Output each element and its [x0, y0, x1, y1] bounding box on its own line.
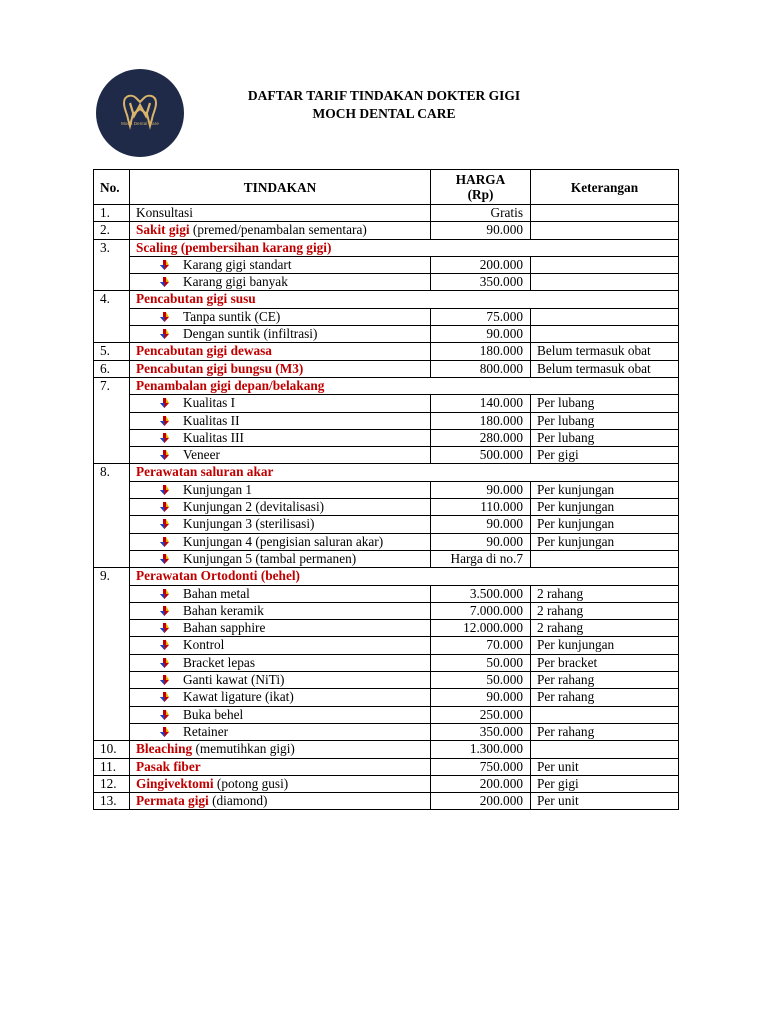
note-cell: Per lubang — [531, 429, 679, 446]
price-cell: 750.000 — [431, 758, 531, 775]
note-cell: Per kunjungan — [531, 637, 679, 654]
price-cell: 90.000 — [431, 516, 531, 533]
row-number: 9. — [94, 568, 130, 741]
note-cell: Per kunjungan — [531, 516, 679, 533]
note-cell: Per unit — [531, 758, 679, 775]
note-cell: Per rahang — [531, 672, 679, 689]
price-cell: 280.000 — [431, 429, 531, 446]
arrow-bullet-icon — [159, 692, 170, 702]
row-number: 7. — [94, 377, 130, 463]
sub-treatment-label: Karang gigi banyak — [130, 274, 431, 291]
arrow-bullet-icon — [159, 398, 170, 408]
arrow-bullet-icon — [159, 329, 170, 339]
category-label: Penambalan gigi depan/belakang — [130, 377, 679, 394]
price-cell: 3.500.000 — [431, 585, 531, 602]
price-cell: 50.000 — [431, 672, 531, 689]
price-cell: 200.000 — [431, 793, 531, 810]
table-subrow — [94, 516, 679, 533]
arrow-bullet-icon — [159, 502, 170, 512]
price-cell: 7.000.000 — [431, 602, 531, 619]
price-table — [93, 169, 679, 810]
price-cell: 200.000 — [431, 775, 531, 792]
note-cell: 2 rahang — [531, 620, 679, 637]
sub-treatment-label: Kunjungan 4 (pengisian saluran akar) — [130, 533, 431, 550]
sub-treatment-label: Dengan suntik (infiltrasi) — [130, 326, 431, 343]
arrow-bullet-icon — [159, 312, 170, 322]
treatment-label: Konsultasi — [130, 205, 431, 222]
table-row — [94, 464, 679, 481]
category-label: Scaling (pembersihan karang gigi) — [130, 239, 679, 256]
table-subrow — [94, 706, 679, 723]
arrow-bullet-icon — [159, 589, 170, 599]
table-subrow — [94, 620, 679, 637]
table-subrow — [94, 672, 679, 689]
note-cell: Belum termasuk obat — [531, 343, 679, 360]
price-cell: 90.000 — [431, 533, 531, 550]
table-row — [94, 343, 679, 360]
sub-treatment-label: Bahan metal — [130, 585, 431, 602]
table-body — [94, 205, 679, 810]
arrow-bullet-icon — [159, 260, 170, 270]
table-row — [94, 222, 679, 239]
table-subrow — [94, 585, 679, 602]
note-cell: Per unit — [531, 793, 679, 810]
row-number: 8. — [94, 464, 130, 568]
logo-text: Moch Dental Care — [121, 121, 159, 126]
treatment-label: Gingivektomi (potong gusi) — [130, 775, 431, 792]
row-number: 5. — [94, 343, 130, 360]
row-number: 6. — [94, 360, 130, 377]
table-row — [94, 360, 679, 377]
table-row — [94, 568, 679, 585]
document-title: DAFTAR TARIF TINDAKAN DOKTER GIGI — [247, 88, 521, 103]
treatment-label: Pasak fiber — [130, 758, 431, 775]
note-cell: Per lubang — [531, 412, 679, 429]
sub-treatment-label: Bracket lepas — [130, 654, 431, 671]
treatment-label: Sakit gigi (premed/penambalan sementara) — [130, 222, 431, 239]
arrow-bullet-icon — [159, 623, 170, 633]
sub-treatment-label: Kualitas II — [130, 412, 431, 429]
arrow-bullet-icon — [159, 485, 170, 495]
arrow-bullet-icon — [159, 606, 170, 616]
price-cell: 50.000 — [431, 654, 531, 671]
note-cell — [531, 326, 679, 343]
sub-treatment-label: Kualitas III — [130, 429, 431, 446]
row-number: 4. — [94, 291, 130, 343]
row-number: 12. — [94, 775, 130, 792]
table-subrow — [94, 256, 679, 273]
price-cell: 200.000 — [431, 256, 531, 273]
price-cell: 90.000 — [431, 689, 531, 706]
note-cell: Belum termasuk obat — [531, 360, 679, 377]
header-tindakan: TINDAKAN — [130, 170, 431, 205]
document-subtitle: MOCH DENTAL CARE — [312, 106, 456, 121]
price-cell: 350.000 — [431, 274, 531, 291]
arrow-bullet-icon — [159, 450, 170, 460]
table-subrow — [94, 308, 679, 325]
table-row — [94, 793, 679, 810]
price-cell: 500.000 — [431, 447, 531, 464]
table-row — [94, 377, 679, 394]
treatment-label: Bleaching (memutihkan gigi) — [130, 741, 431, 758]
arrow-bullet-icon — [159, 554, 170, 564]
header-harga: HARGA (Rp) — [431, 170, 531, 205]
note-cell — [531, 222, 679, 239]
price-cell: 1.300.000 — [431, 741, 531, 758]
sub-treatment-label: Karang gigi standart — [130, 256, 431, 273]
row-number: 2. — [94, 222, 130, 239]
treatment-label: Pencabutan gigi dewasa — [130, 343, 431, 360]
note-cell — [531, 550, 679, 567]
price-cell: 70.000 — [431, 637, 531, 654]
category-label: Perawatan saluran akar — [130, 464, 679, 481]
arrow-bullet-icon — [159, 658, 170, 668]
sub-treatment-label: Veneer — [130, 447, 431, 464]
sub-treatment-label: Kunjungan 1 — [130, 481, 431, 498]
note-cell: 2 rahang — [531, 585, 679, 602]
note-cell: Per kunjungan — [531, 499, 679, 516]
sub-treatment-label: Retainer — [130, 723, 431, 740]
note-cell — [531, 741, 679, 758]
row-number: 1. — [94, 205, 130, 222]
price-cell: Harga di no.7 — [431, 550, 531, 567]
price-cell: 250.000 — [431, 706, 531, 723]
table-row — [94, 758, 679, 775]
note-cell: Per rahang — [531, 689, 679, 706]
table-row — [94, 205, 679, 222]
sub-treatment-label: Bahan sapphire — [130, 620, 431, 637]
arrow-bullet-icon — [159, 640, 170, 650]
table-subrow — [94, 689, 679, 706]
price-cell: 90.000 — [431, 326, 531, 343]
note-cell: Per gigi — [531, 775, 679, 792]
arrow-bullet-icon — [159, 519, 170, 529]
table-row — [94, 239, 679, 256]
arrow-bullet-icon — [159, 433, 170, 443]
treatment-label: Permata gigi (diamond) — [130, 793, 431, 810]
table-subrow — [94, 637, 679, 654]
sub-treatment-label: Buka behel — [130, 706, 431, 723]
note-cell: 2 rahang — [531, 602, 679, 619]
arrow-bullet-icon — [159, 710, 170, 720]
table-subrow — [94, 602, 679, 619]
price-cell: 12.000.000 — [431, 620, 531, 637]
table-subrow — [94, 274, 679, 291]
treatment-label: Pencabutan gigi bungsu (M3) — [130, 360, 431, 377]
row-number: 3. — [94, 239, 130, 291]
row-number: 11. — [94, 758, 130, 775]
sub-treatment-label: Kualitas I — [130, 395, 431, 412]
table-subrow — [94, 550, 679, 567]
note-cell: Per bracket — [531, 654, 679, 671]
note-cell: Per rahang — [531, 723, 679, 740]
price-cell: 350.000 — [431, 723, 531, 740]
table-row — [94, 741, 679, 758]
price-cell: 180.000 — [431, 343, 531, 360]
table-subrow — [94, 481, 679, 498]
arrow-bullet-icon — [159, 675, 170, 685]
sub-treatment-label: Kontrol — [130, 637, 431, 654]
arrow-bullet-icon — [159, 416, 170, 426]
arrow-bullet-icon — [159, 277, 170, 287]
table-subrow — [94, 654, 679, 671]
price-cell: 75.000 — [431, 308, 531, 325]
table-subrow — [94, 447, 679, 464]
header-no: No. — [94, 170, 130, 205]
price-cell: 90.000 — [431, 481, 531, 498]
note-cell: Per kunjungan — [531, 481, 679, 498]
note-cell — [531, 308, 679, 325]
table-subrow — [94, 499, 679, 516]
sub-treatment-label: Kunjungan 3 (sterilisasi) — [130, 516, 431, 533]
header-keterangan: Keterangan — [531, 170, 679, 205]
category-label: Perawatan Ortodonti (behel) — [130, 568, 679, 585]
sub-treatment-label: Tanpa suntik (CE) — [130, 308, 431, 325]
sub-treatment-label: Bahan keramik — [130, 602, 431, 619]
sub-treatment-label: Ganti kawat (NiTi) — [130, 672, 431, 689]
note-cell — [531, 274, 679, 291]
note-cell — [531, 256, 679, 273]
table-row — [94, 775, 679, 792]
arrow-bullet-icon — [159, 537, 170, 547]
price-cell: 140.000 — [431, 395, 531, 412]
note-cell — [531, 205, 679, 222]
note-cell: Per gigi — [531, 447, 679, 464]
price-cell: Gratis — [431, 205, 531, 222]
table-subrow — [94, 395, 679, 412]
row-number: 13. — [94, 793, 130, 810]
table-subrow — [94, 429, 679, 446]
price-cell: 90.000 — [431, 222, 531, 239]
category-label: Pencabutan gigi susu — [130, 291, 679, 308]
sub-treatment-label: Kawat ligature (ikat) — [130, 689, 431, 706]
table-row — [94, 291, 679, 308]
table-subrow — [94, 326, 679, 343]
table-subrow — [94, 412, 679, 429]
price-cell: 110.000 — [431, 499, 531, 516]
arrow-bullet-icon — [159, 727, 170, 737]
row-number: 10. — [94, 741, 130, 758]
sub-treatment-label: Kunjungan 2 (devitalisasi) — [130, 499, 431, 516]
note-cell: Per lubang — [531, 395, 679, 412]
note-cell — [531, 706, 679, 723]
table-subrow — [94, 533, 679, 550]
price-cell: 800.000 — [431, 360, 531, 377]
price-cell: 180.000 — [431, 412, 531, 429]
note-cell: Per kunjungan — [531, 533, 679, 550]
table-header-row — [94, 170, 679, 205]
sub-treatment-label: Kunjungan 5 (tambal permanen) — [130, 550, 431, 567]
table-subrow — [94, 723, 679, 740]
